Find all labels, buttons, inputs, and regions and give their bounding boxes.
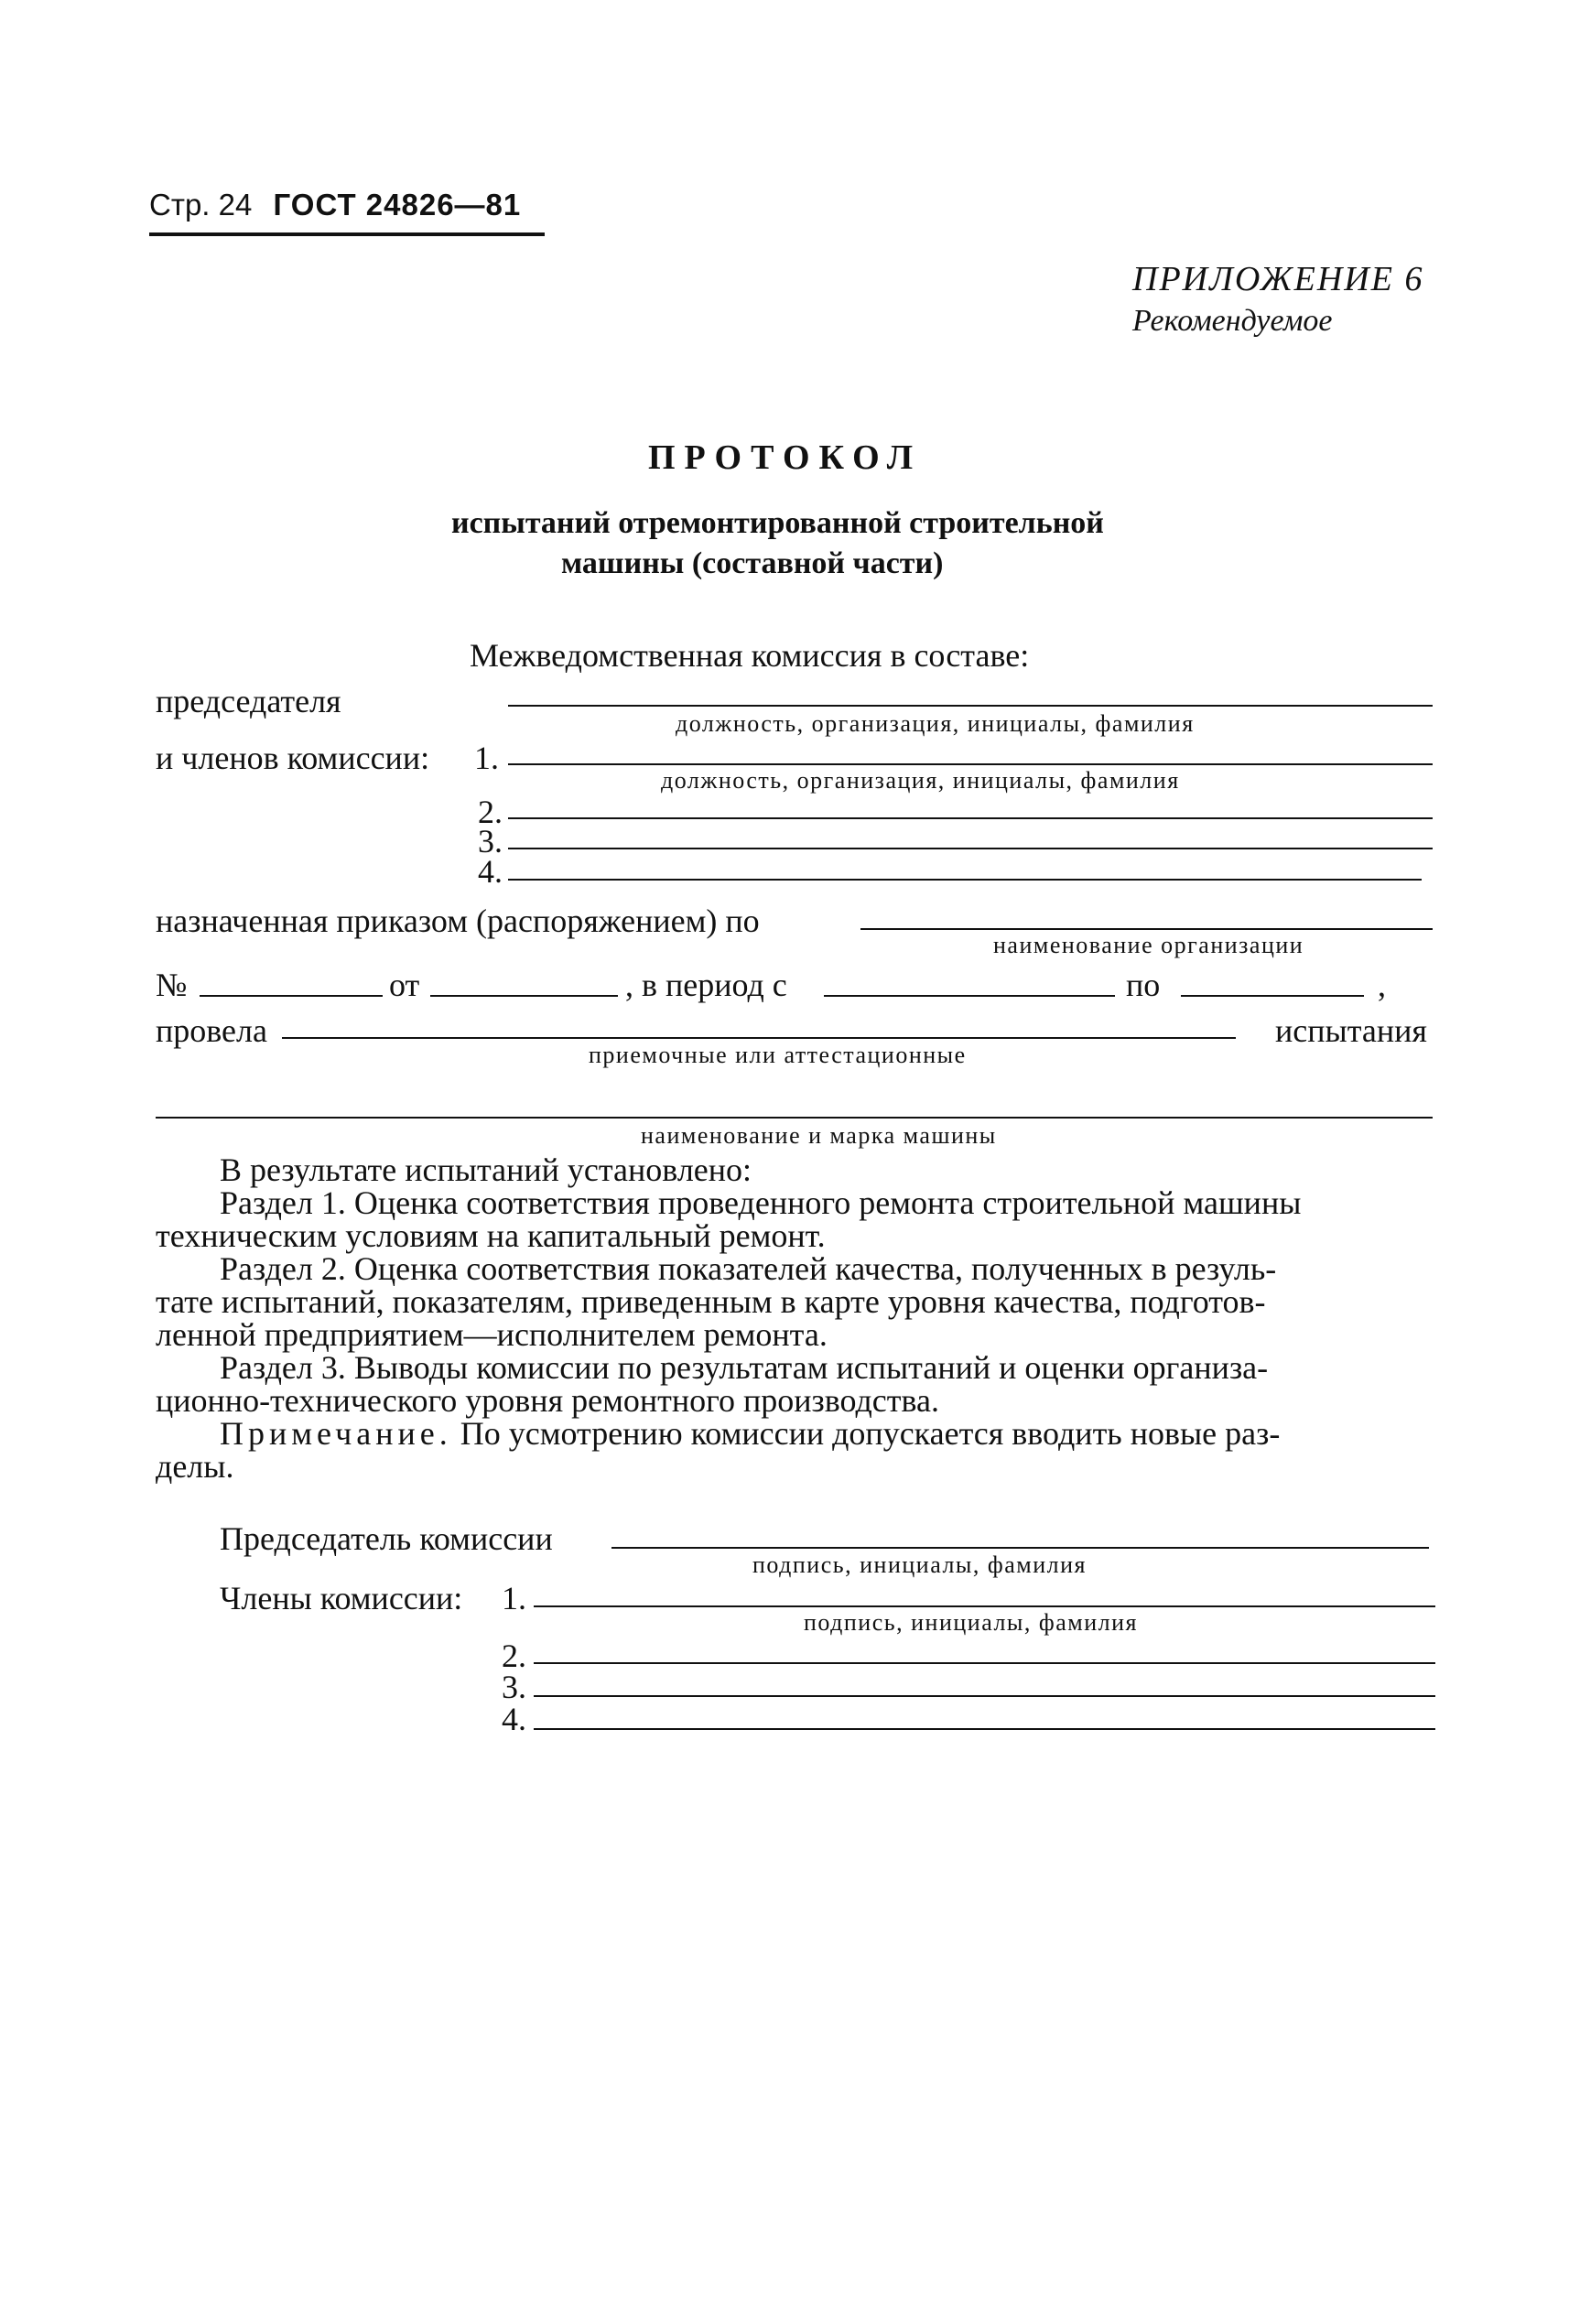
section-1-line-2: техническим условиям на капитальный ремонт.	[156, 1217, 826, 1254]
sig-member-2-field[interactable]	[534, 1662, 1435, 1664]
sig-member-1-field[interactable]	[534, 1605, 1435, 1607]
sig-member-3-field[interactable]	[534, 1695, 1435, 1697]
member-2-number: 2.	[478, 794, 503, 830]
period-start-field[interactable]	[824, 995, 1115, 997]
sig-member-hint: подпись, инициалы, фамилия	[804, 1609, 1139, 1636]
member-3-field[interactable]	[508, 848, 1433, 849]
header-underline	[149, 232, 545, 236]
tests-label: испытания	[1275, 1012, 1427, 1049]
document-title: ПРОТОКОЛ	[648, 438, 923, 477]
machine-field[interactable]	[156, 1117, 1433, 1119]
sig-chairman-hint: подпись, инициалы, фамилия	[752, 1551, 1087, 1578]
member-2-field[interactable]	[508, 817, 1433, 819]
sig-member-2-number: 2.	[502, 1638, 526, 1674]
test-type-field[interactable]	[282, 1037, 1236, 1039]
period-to-label: по	[1126, 967, 1161, 1003]
conducted-label: провела	[156, 1012, 267, 1049]
member-hint: должность, организация, инициалы, фамилия	[661, 767, 1180, 794]
results-intro: В результате испытаний установлено:	[220, 1151, 752, 1188]
machine-hint: наименование и марка машины	[641, 1122, 997, 1149]
organization-hint: наименование организации	[993, 932, 1304, 958]
sig-member-4-number: 4.	[502, 1701, 526, 1737]
chairman-field[interactable]	[508, 705, 1433, 707]
order-date-label: от	[389, 967, 420, 1003]
standard-number: ГОСТ 24826—81	[273, 188, 522, 222]
appendix-title: ПРИЛОЖЕНИЕ 6	[1132, 260, 1424, 298]
note-text: По усмотрению комиссии допускается вводить новые раз-	[460, 1415, 1281, 1452]
appointed-label: назначенная приказом (распоряжением) по	[156, 903, 760, 939]
members-label: и членов комиссии:	[156, 740, 430, 776]
note-line-2: делы.	[156, 1448, 234, 1485]
note-label: Примечание.	[220, 1415, 452, 1452]
member-4-field[interactable]	[508, 879, 1422, 881]
appendix-status: Рекомендуемое	[1132, 304, 1333, 338]
sig-chairman-field[interactable]	[611, 1547, 1429, 1549]
sig-member-4-field[interactable]	[534, 1728, 1435, 1730]
section-2-line-1: Раздел 2. Оценка соответствия показателей качества, полученных в резуль-	[220, 1250, 1277, 1287]
section-1-line-1: Раздел 1. Оценка соответствия проведенного ремонта строительной машины	[220, 1184, 1302, 1221]
member-3-number: 3.	[478, 823, 503, 859]
order-number-field[interactable]	[200, 995, 383, 997]
order-number-label: №	[156, 967, 188, 1003]
sig-members-label: Члены комиссии:	[220, 1580, 463, 1616]
section-2-line-3: ленной предприятием—исполнителем ремонта.	[156, 1316, 828, 1353]
page-label: Стр. 24	[149, 188, 253, 222]
section-2-line-2: тате испытаний, показателям, приведенным в карте уровня качества, подготов-	[156, 1283, 1266, 1320]
sig-member-1-number: 1.	[502, 1580, 526, 1616]
note-line-1	[220, 1417, 1280, 1450]
member-4-number: 4.	[478, 853, 503, 890]
subtitle-line-2: машины (составной части)	[561, 546, 944, 580]
period-label: , в период с	[625, 967, 787, 1003]
test-type-hint: приемочные или аттестационные	[589, 1042, 967, 1068]
order-date-field[interactable]	[430, 995, 618, 997]
sig-member-3-number: 3.	[502, 1669, 526, 1705]
period-comma: ,	[1378, 967, 1386, 1003]
chairman-label: председателя	[156, 683, 341, 719]
organization-field[interactable]	[860, 928, 1433, 930]
commission-intro: Межведомственная комиссия в составе:	[470, 637, 1030, 674]
period-end-field[interactable]	[1181, 995, 1364, 997]
section-3-line-2: ционно-технического уровня ремонтного производства.	[156, 1382, 940, 1419]
page-header	[149, 188, 521, 222]
subtitle-line-1: испытаний отремонтированной строительной	[451, 506, 1104, 540]
sig-chairman-label: Председатель комиссии	[220, 1520, 553, 1557]
chairman-hint: должность, организация, инициалы, фамилия	[676, 710, 1195, 737]
member-1-field[interactable]	[508, 763, 1433, 765]
section-3-line-1: Раздел 3. Выводы комиссии по результатам испытаний и оценки организа-	[220, 1349, 1269, 1386]
member-1-number: 1.	[474, 740, 499, 776]
